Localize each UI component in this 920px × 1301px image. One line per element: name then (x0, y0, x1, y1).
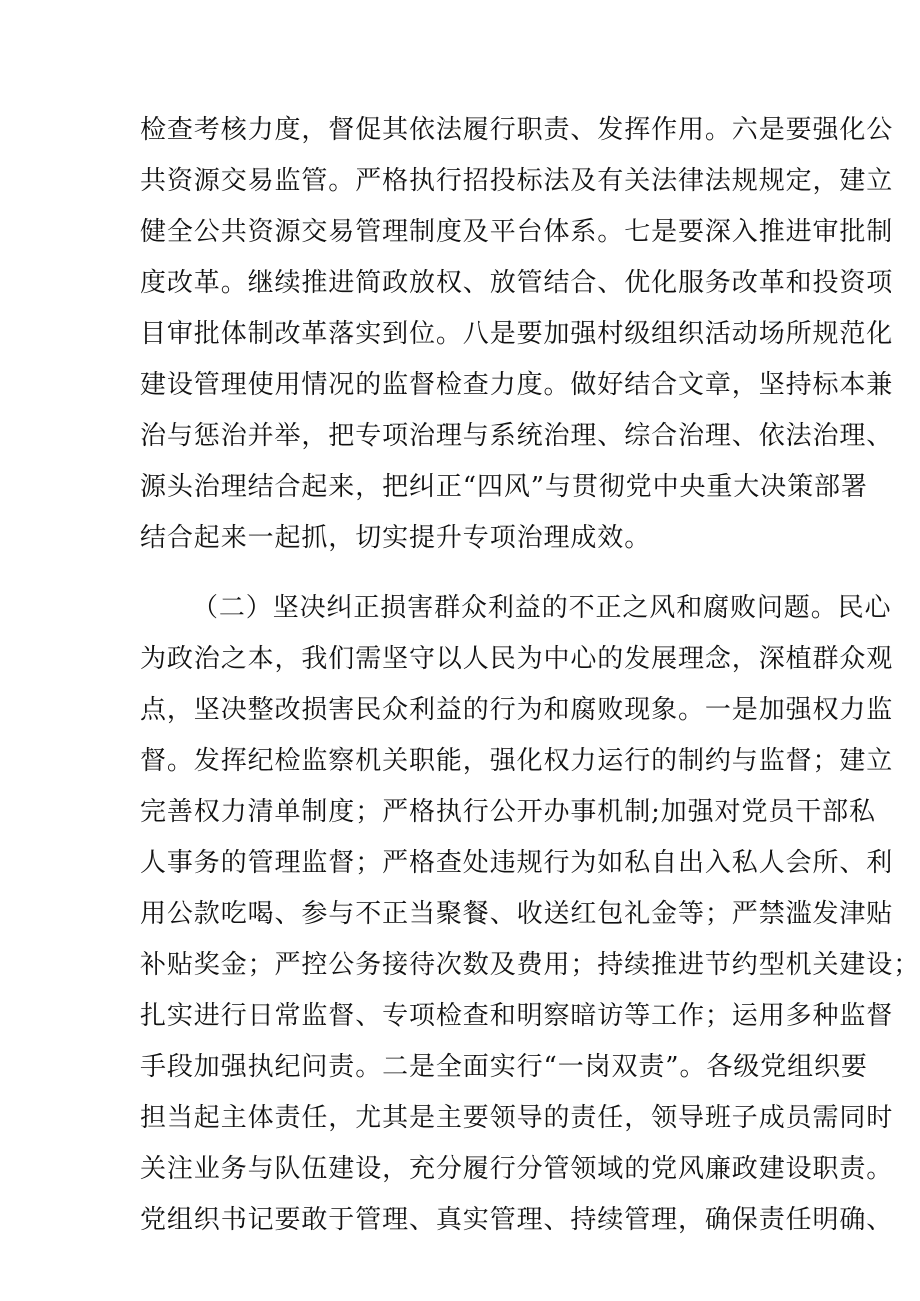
paragraph-2-line: 手段加强执纪问责。二是全面实行“一岗双责”。各级党组织要 (140, 1052, 868, 1082)
paragraph-2-line: 补贴奖金；严控公务接待次数及费用；持续推进节约型机关建设； (140, 950, 920, 980)
paragraph-1-line: 健全公共资源交易管理制度及平台体系。七是要深入推进审批制 (140, 217, 894, 247)
paragraph-2-line: 点，坚决整改损害民众利益的行为和腐败现象。一是加强权力监 (140, 695, 894, 725)
paragraph-2-line: 党组织书记要敢于管理、真实管理、持续管理，确保责任明确、 (140, 1205, 894, 1235)
paragraph-1-line: 共资源交易监管。严格执行招投标法及有关法律法规规定，建立 (140, 166, 894, 196)
paragraph-2-first-line: （二）坚决纠正损害群众利益的不正之风和腐败问题。民心 (192, 593, 892, 623)
paragraph-1-line: 治与惩治并举，把专项治理与系统治理、综合治理、依法治理、 (140, 421, 894, 451)
paragraph-2-line: 为政治之本，我们需坚守以人民为中心的发展理念，深植群众观 (140, 644, 894, 674)
paragraph-1-line: 结合起来一起抓，切实提升专项治理成效。 (140, 523, 652, 553)
paragraph-2-line: 完善权力清单制度；严格执行公开办事机制;加强对党员干部私 (140, 797, 876, 827)
paragraph-1-line: 目审批体制改革落实到位。八是要加强村级组织活动场所规范化 (140, 319, 894, 349)
paragraph-1-line: 建设管理使用情况的监督检查力度。做好结合文章，坚持标本兼 (140, 370, 894, 400)
paragraph-2-line: 用公款吃喝、参与不正当聚餐、收送红包礼金等；严禁滥发津贴 (140, 899, 894, 929)
paragraph-2-line: 关注业务与队伍建设，充分履行分管领域的党风廉政建设职责。 (140, 1154, 894, 1184)
paragraph-1-line: 检查考核力度，督促其依法履行职责、发挥作用。六是要强化公 (140, 115, 894, 145)
paragraph-2-line: 扎实进行日常监督、专项检查和明察暗访等工作；运用多种监督 (140, 1001, 894, 1031)
paragraph-2-line: 担当起主体责任，尤其是主要领导的责任，领导班子成员需同时 (140, 1103, 894, 1133)
paragraph-1-line: 度改革。继续推进简政放权、放管结合、优化服务改革和投资项 (140, 268, 894, 298)
paragraph-1-line: 源头治理结合起来，把纠正“四风”与贯彻党中央重大决策部署 (140, 472, 868, 502)
paragraph-2-line: 督。发挥纪检监察机关职能，强化权力运行的制约与监督；建立 (140, 746, 894, 776)
paragraph-2-line: 人事务的管理监督；严格查处违规行为如私自出入私人会所、利 (140, 848, 894, 878)
